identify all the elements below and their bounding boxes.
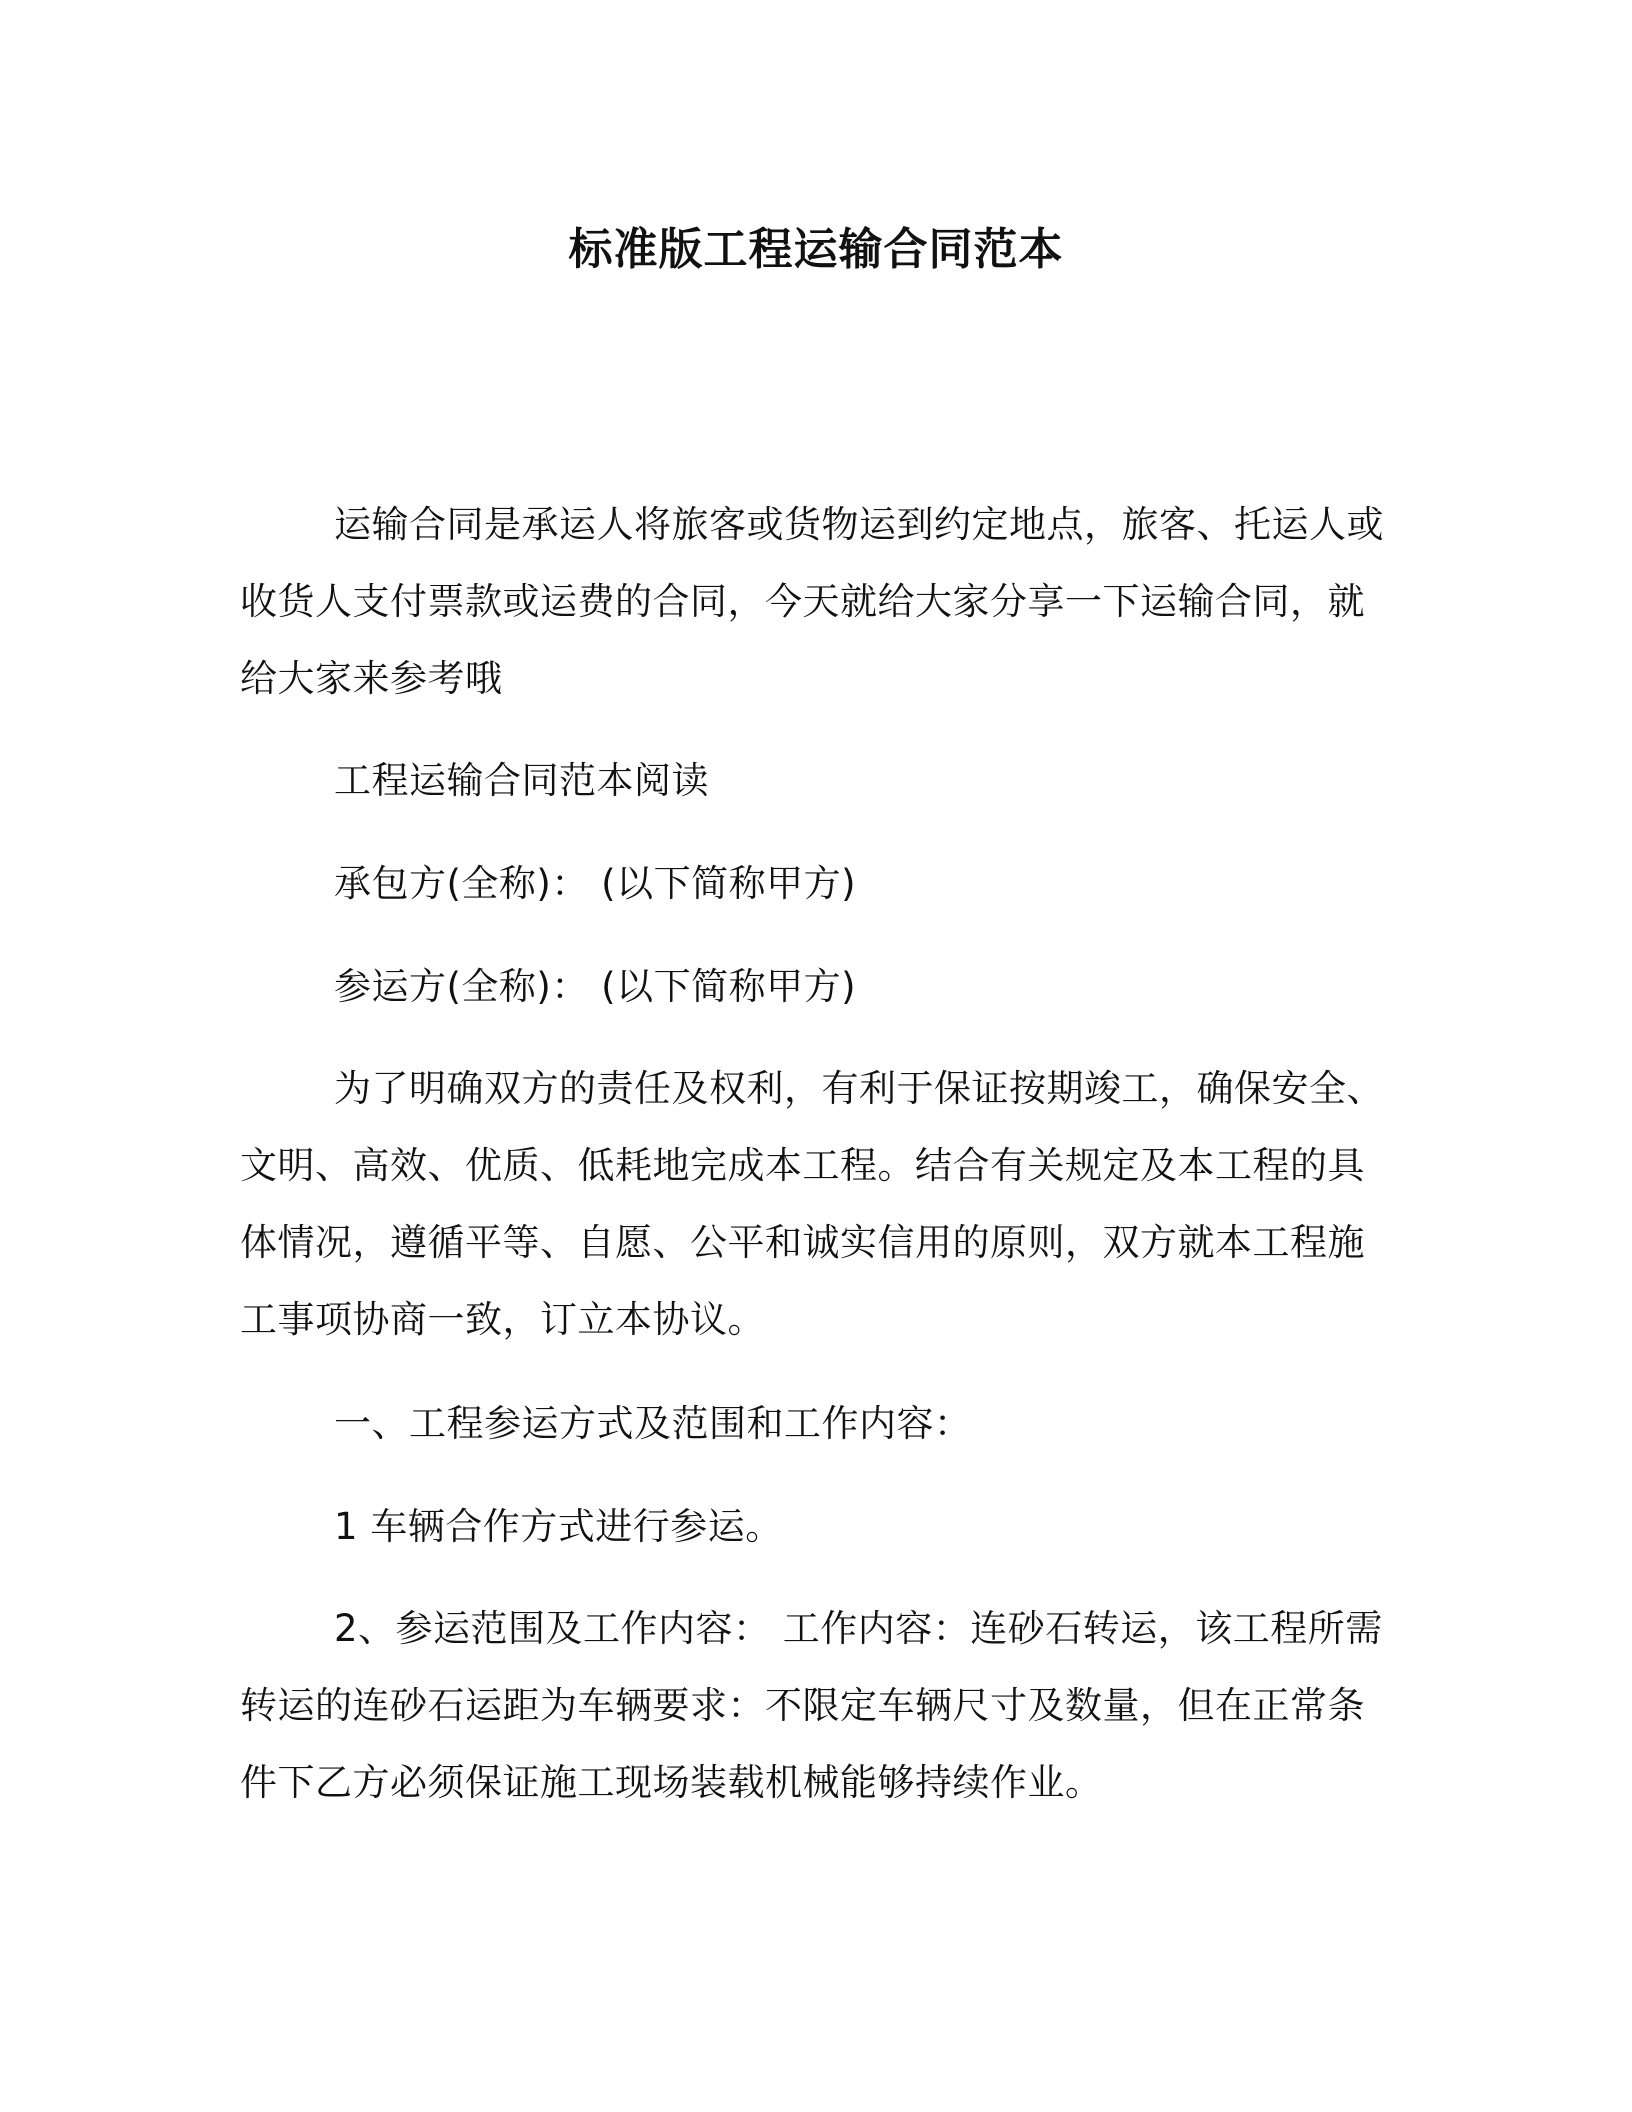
document-title: 标准版工程运输合同范本 bbox=[568, 224, 1064, 275]
participant-line: 参运方(全称)： (以下简称甲方) bbox=[334, 965, 857, 1008]
contractor-line: 承包方(全称)： (以下简称甲方) bbox=[334, 862, 857, 905]
purpose-paragraph: 为了明确双方的责任及权利，有利于保证按期竣工，确保安全、文明、高效、优质、低耗地完成本工程。结合有关规定及本工程的具体情况，遵循平等、自愿、公平和诚实信用的原则，双方就本工程施工事项协商一致，订立本协议。 bbox=[240, 1067, 1384, 1341]
clause-2: 2、参运范围及工作内容： 工作内容：连砂石转运，该工程所需转运的连砂石运距为车辆要求：不限定车辆尺寸及数量，但在正常条件下乙方必须保证施工现场装载机械能够持续作业。 bbox=[240, 1607, 1383, 1804]
clause-1: 1 车辆合作方式进行参运。 bbox=[334, 1505, 783, 1548]
section-heading-scope: 一、工程参运方式及范围和工作内容： bbox=[334, 1402, 972, 1445]
section-heading-reading: 工程运输合同范本阅读 bbox=[334, 759, 709, 802]
intro-paragraph: 运输合同是承运人将旅客或货物运到约定地点，旅客、托运人或收货人支付票款或运费的合同，今天就给大家分享一下运输合同，就给大家来参考哦 bbox=[240, 503, 1384, 700]
